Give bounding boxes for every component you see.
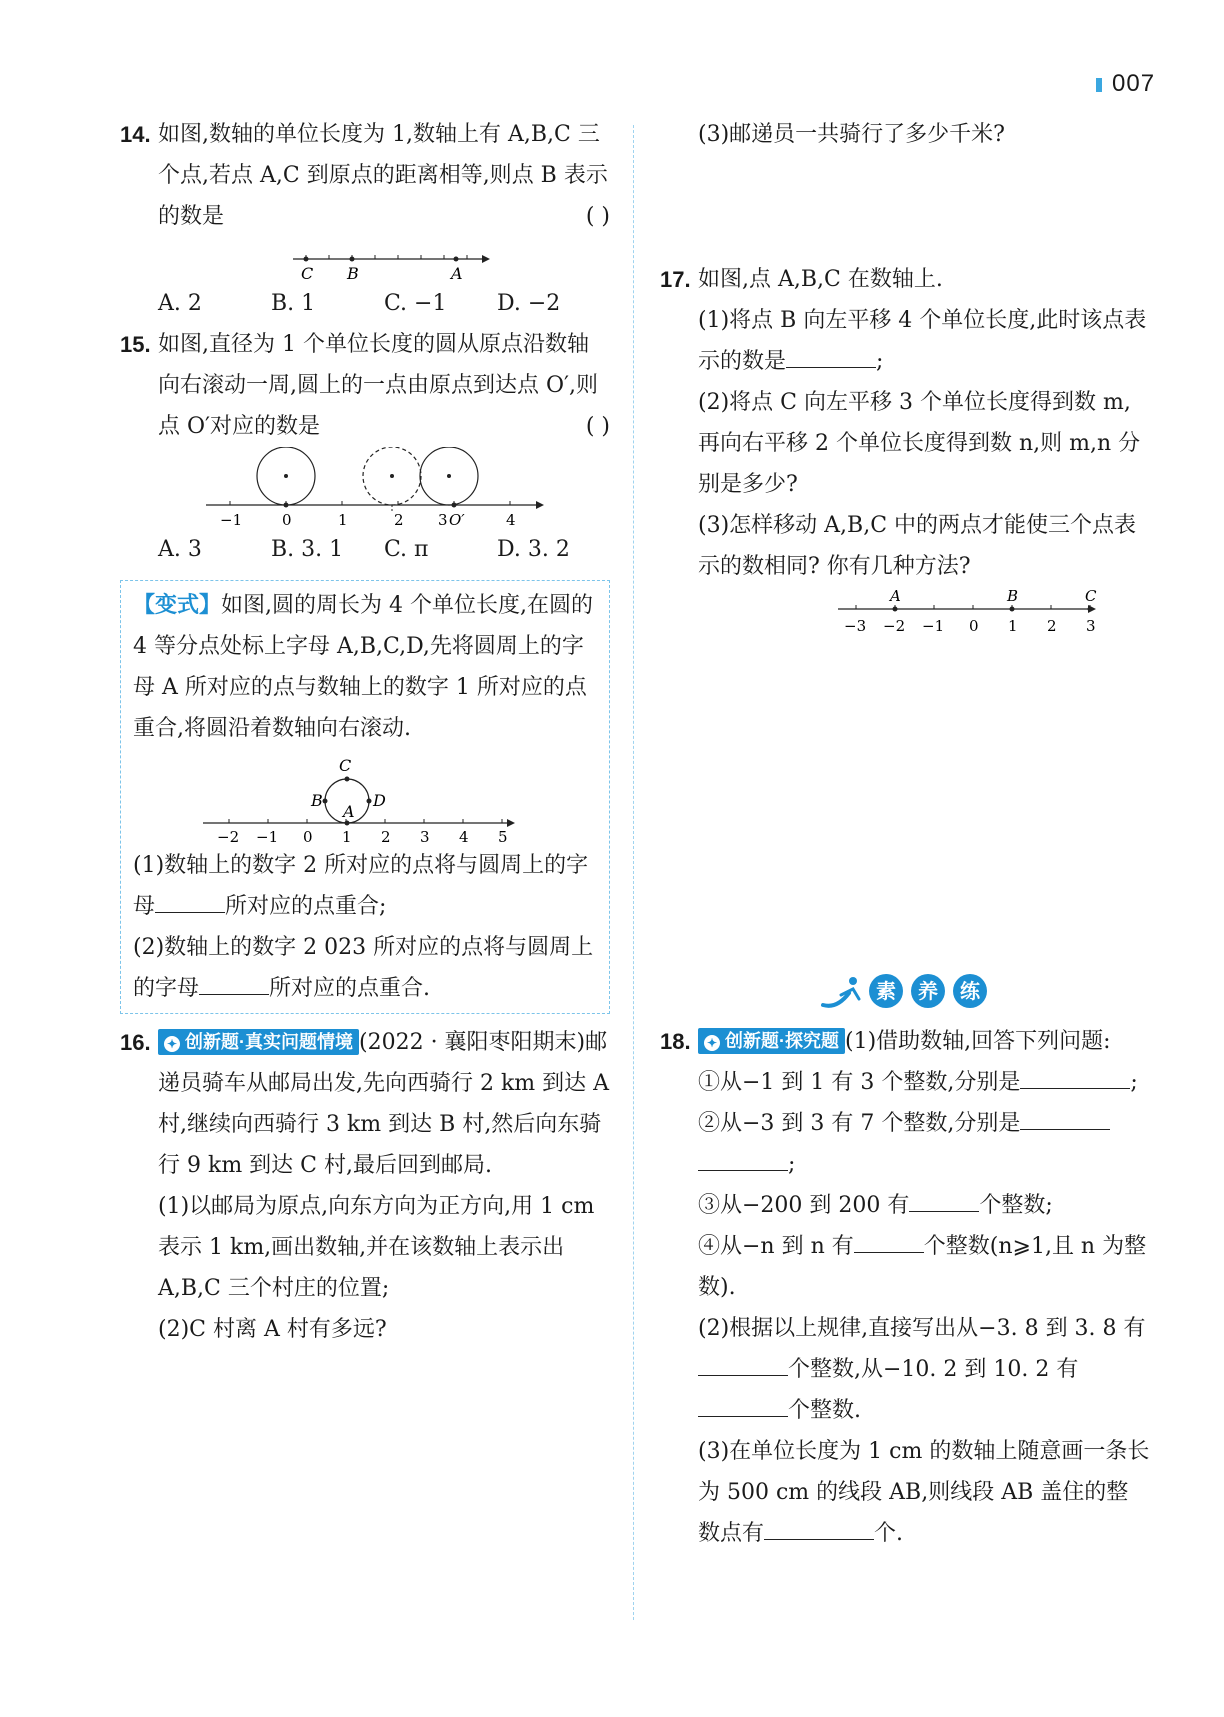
choice-a[interactable]: A. 2 xyxy=(158,291,202,316)
answer-blank[interactable] xyxy=(764,1519,874,1540)
practice-char: 素 xyxy=(869,974,903,1008)
answer-blank[interactable] xyxy=(698,1150,788,1171)
point-a xyxy=(893,607,898,612)
tick-label: 3 xyxy=(1086,617,1096,635)
tick-label: −1 xyxy=(256,828,279,845)
tick-label: 4 xyxy=(459,828,469,845)
answer-blank[interactable] xyxy=(155,892,225,913)
runner-icon xyxy=(819,971,865,1011)
question-number: 15. xyxy=(120,332,151,357)
left-column xyxy=(120,114,610,1350)
tick-label: 1 xyxy=(1008,617,1018,635)
answer-blank[interactable] xyxy=(1020,1109,1110,1130)
answer-blank[interactable] xyxy=(698,1355,788,1376)
label-d: D xyxy=(373,791,386,810)
label-b: B xyxy=(347,264,359,283)
question-number: 16. xyxy=(120,1030,151,1055)
badge-text: 创新题·真实问题情境 xyxy=(185,1032,353,1052)
label-c: C xyxy=(1085,587,1097,605)
column-divider xyxy=(633,125,634,1620)
sub-question-2: (2)根据以上规律,直接写出从−3. 8 到 3. 8 有 xyxy=(698,1316,1146,1341)
point-c xyxy=(1088,607,1093,612)
label-a: A xyxy=(890,587,901,605)
label-a: A xyxy=(451,264,463,283)
sub-question-3: (3)在单位长度为 1 cm 的数轴上随意画一条长为 500 cm 的线段 AB,则线段 AB 盖住的整数点有 xyxy=(698,1439,1150,1546)
sub-question-3: (3)怎样移动 A,B,C 中的两点才能使三个点表示的数相同? 你有几种方法? xyxy=(698,513,1137,579)
innovation-badge xyxy=(158,1029,359,1055)
sub-question-2: (2)将点 C 向左平移 3 个单位长度得到数 m,再向右平移 2 个单位长度得到数 n,则 m,n 分别是多少? xyxy=(698,390,1141,497)
item-2: ②从−3 到 3 有 7 个整数,分别是 xyxy=(698,1111,1021,1136)
item-1-end: ; xyxy=(1130,1070,1138,1095)
choice-d[interactable]: D. −2 xyxy=(497,291,561,316)
badge-text: 创新题·探究题 xyxy=(725,1031,839,1051)
question-17 xyxy=(660,259,1150,639)
variant-box xyxy=(120,580,610,1014)
choice-c[interactable]: C. −1 xyxy=(384,291,447,316)
lightbulb-icon: ✦ xyxy=(164,1036,180,1052)
item-4: ④从−n 到 n 有 xyxy=(698,1234,854,1259)
question-15 xyxy=(120,324,610,570)
question-text: 如图,点 A,B,C 在数轴上. xyxy=(698,267,943,292)
variant-tag: 【变式】 xyxy=(133,592,222,618)
question-18 xyxy=(660,1021,1150,1554)
question-text: 如图,数轴的单位长度为 1,数轴上有 A,B,C 三个点,若点 A,C 到原点的距离相等,则点 B 表示的数是 xyxy=(158,122,608,229)
tick-label: 1 xyxy=(338,511,348,529)
right-column xyxy=(660,114,1150,1554)
axis-arrow xyxy=(482,255,490,263)
axis-arrow xyxy=(536,501,544,509)
tick-label: 0 xyxy=(282,511,292,529)
choices xyxy=(158,283,610,324)
axis-arrow xyxy=(507,819,515,827)
point-a xyxy=(454,257,459,262)
tick-label: 2 xyxy=(381,828,391,845)
innovation-badge xyxy=(698,1028,845,1054)
variant-sub-1-end: 所对应的点重合; xyxy=(225,894,387,919)
choice-b[interactable]: B. 3. 1 xyxy=(271,537,344,562)
tick-label: −3 xyxy=(844,617,867,635)
item-1: ①从−1 到 1 有 3 个整数,分别是 xyxy=(698,1070,1021,1095)
answer-blank[interactable] xyxy=(854,1232,924,1253)
practice-char: 养 xyxy=(911,974,945,1008)
rolling-circle-figure xyxy=(158,447,610,529)
page-number-mark xyxy=(1096,78,1102,92)
sub-question-1: (1)以邮局为原点,向东方向为正方向,用 1 cm 表示 1 km,画出数轴,并在该数轴上表示出 A,B,C 三个村庄的位置; xyxy=(158,1194,595,1301)
answer-blank[interactable] xyxy=(199,974,269,995)
circle-center xyxy=(447,474,451,478)
item-4-end: 个整数(n⩾1,且 n 为整数). xyxy=(698,1234,1147,1300)
question-text: (2022 · 襄阳枣阳期末)邮递员骑车从邮局出发,先向西骑行 2 km 到达 A 村,继续向西骑行 3 km 到达 B 村,然后向东骑行 9 km 到达 C 村,最后回到邮局. xyxy=(158,1030,610,1178)
circle-center xyxy=(284,474,288,478)
variant-text: 如图,圆的周长为 4 个单位长度,在圆的 4 等分点处标上字母 A,B,C,D,先将圆周上的字母 A 所对应的点与数轴上的数字 1 所对应的点重合,将圆沿着数轴向右滚动. xyxy=(133,593,593,741)
label-b: B xyxy=(311,791,323,810)
choice-c[interactable]: C. π xyxy=(384,537,429,562)
number-line-figure xyxy=(698,587,1150,639)
choice-d[interactable]: D. 3. 2 xyxy=(497,537,570,562)
answer-paren: ( ) xyxy=(585,414,610,439)
tick-label: 0 xyxy=(303,828,313,845)
tick-label: −2 xyxy=(217,828,240,845)
tick-label: 3 xyxy=(438,511,448,529)
label-b: B xyxy=(1007,587,1019,605)
question-number: 18. xyxy=(660,1029,691,1054)
choices xyxy=(158,529,610,570)
answer-blank[interactable] xyxy=(1020,1068,1130,1089)
circle-center xyxy=(390,474,394,478)
tick-label: 0 xyxy=(969,617,979,635)
label-c: C xyxy=(339,756,352,775)
page-number-text: 007 xyxy=(1112,70,1156,97)
question-14 xyxy=(120,114,610,324)
tick-label: −1 xyxy=(922,617,945,635)
o-prime-point xyxy=(452,503,457,508)
point-b xyxy=(350,257,355,262)
question-number: 17. xyxy=(660,267,691,292)
answer-blank[interactable] xyxy=(698,1396,788,1417)
variant-sub-2: (2)数轴上的数字 2 023 所对应的点将与圆周上的字母 xyxy=(133,935,594,1001)
tick-label: 5 xyxy=(498,828,508,845)
question-16 xyxy=(120,1022,610,1350)
answer-space xyxy=(660,639,1150,965)
choice-b[interactable]: B. 1 xyxy=(271,291,316,316)
question-text: 如图,直径为 1 个单位长度的圆从原点沿数轴向右滚动一周,圆上的一点由原点到达点 O′,则点 O′对应的数是 xyxy=(158,332,599,439)
sub-question-2: (2)C 村离 A 村有多远? xyxy=(158,1317,387,1342)
sub-question-2-end: 个整数. xyxy=(788,1398,861,1423)
label-a: A xyxy=(343,802,355,821)
answer-paren: ( ) xyxy=(585,204,610,229)
tick-label: 4 xyxy=(506,511,516,529)
number-line-figure xyxy=(158,237,610,283)
item-2-end: ; xyxy=(788,1152,796,1177)
answer-blank[interactable] xyxy=(786,347,876,368)
tick-marks xyxy=(306,255,467,259)
tick-label: 2 xyxy=(1047,617,1057,635)
variant-sub-1: (1)数轴上的数字 2 所对应的点将与圆周上的字母 xyxy=(133,853,589,919)
sub-question-3: (3)邮递员一共骑行了多少千米? xyxy=(698,122,1005,147)
tick-label: −1 xyxy=(220,511,243,529)
sub-question-1: (1)将点 B 向左平移 4 个单位长度,此时该点表示的数是 xyxy=(698,308,1147,374)
page-number xyxy=(1096,70,1155,98)
choice-a[interactable]: A. 3 xyxy=(158,537,202,562)
item-3-end: 个整数; xyxy=(979,1193,1053,1218)
tick-label: 3 xyxy=(420,828,430,845)
point-b xyxy=(1010,607,1015,612)
sub-question-1-end: ; xyxy=(876,349,884,374)
answer-blank[interactable] xyxy=(909,1191,979,1212)
point-c xyxy=(304,257,309,262)
tick-label: −2 xyxy=(883,617,906,635)
question-number: 14. xyxy=(120,122,151,147)
question-text: (1)借助数轴,回答下列问题: xyxy=(845,1029,1111,1054)
sub-question-2-mid: 个整数,从−10. 2 到 10. 2 有 xyxy=(788,1357,1079,1382)
variant-figure xyxy=(133,749,593,845)
origin-point xyxy=(284,503,289,508)
answer-space xyxy=(660,155,1150,259)
label-c: C xyxy=(301,264,314,283)
practice-char: 练 xyxy=(953,974,987,1008)
tick-label: 2 xyxy=(394,511,404,529)
sub-question-3-end: 个. xyxy=(874,1521,904,1546)
variant-sub-2-end: 所对应的点重合. xyxy=(269,976,431,1001)
lightbulb-icon: ✦ xyxy=(704,1035,720,1051)
practice-header xyxy=(660,965,1150,1017)
o-prime-label: O′ xyxy=(449,511,465,529)
item-3: ③从−200 到 200 有 xyxy=(698,1193,910,1218)
tick-label: 1 xyxy=(342,828,352,845)
